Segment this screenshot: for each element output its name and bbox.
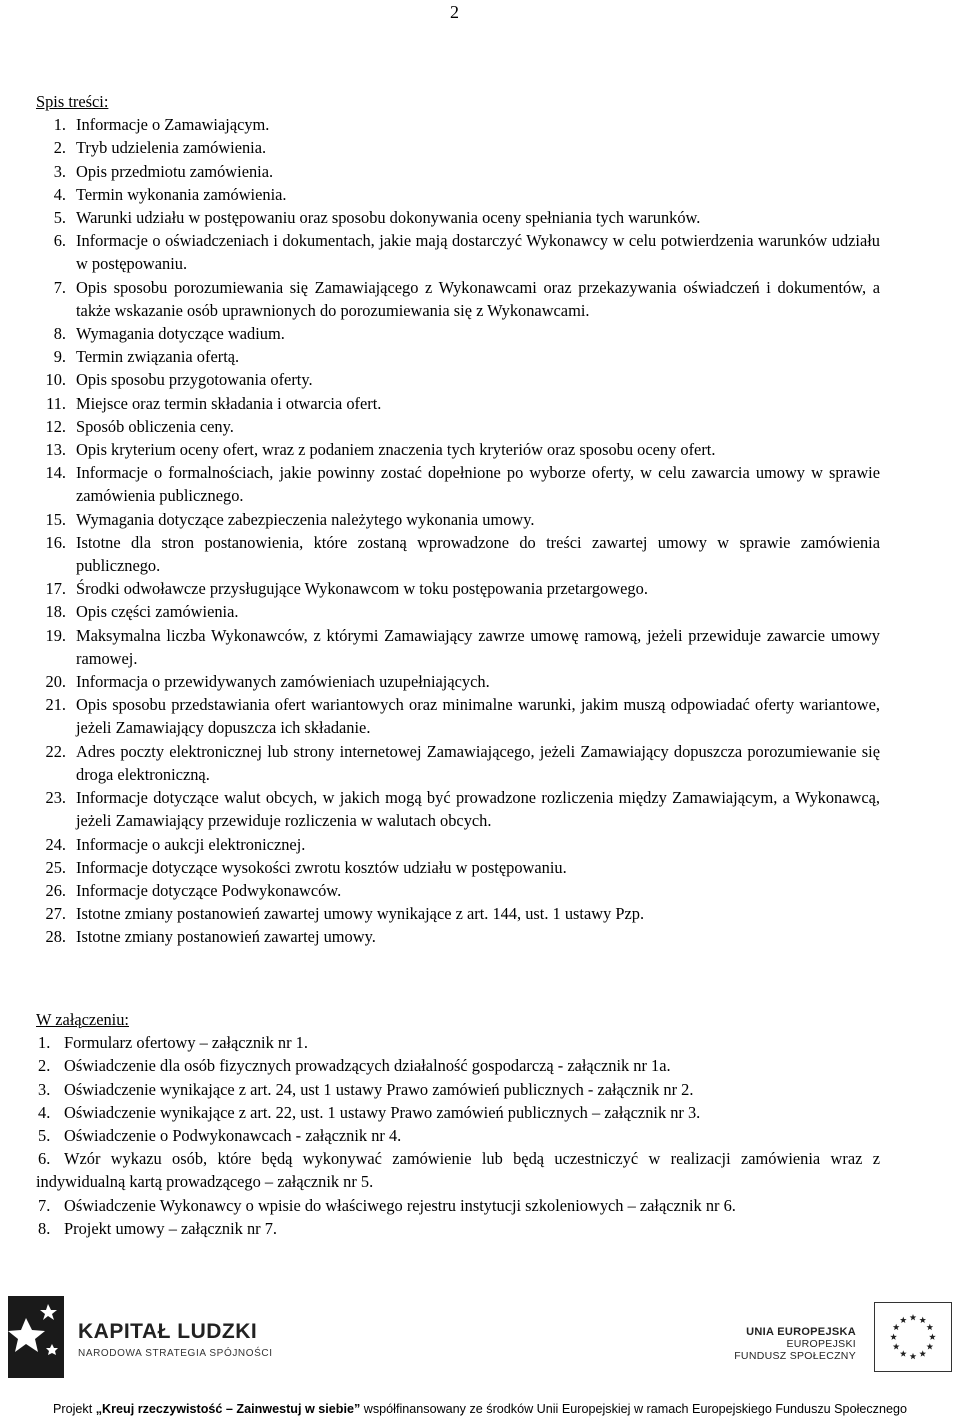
- toc-item: [36, 438, 880, 461]
- toc-item: [36, 183, 880, 206]
- attachment-item-number: 4.: [38, 1102, 51, 1122]
- attachments-list: [36, 1031, 880, 1240]
- project-footer: [0, 1402, 960, 1416]
- toc-item-number: 8.: [53, 324, 66, 344]
- toc-item: [36, 531, 880, 577]
- table-of-contents: [36, 90, 880, 949]
- toc-item-text: Informacja o przewidywanych zamówieniach uzupełniających.: [76, 672, 490, 692]
- toc-item-text: Maksymalna liczba Wykonawców, z którymi Zamawiający zawrze umowę ramową, jeżeli przewiduje zawarcie umowy ramowej.: [76, 625, 880, 668]
- toc-item-text: Informacje dotyczące walut obcych, w jakich mogą być prowadzone rozliczenia między Zamawiającym, a Wykonawcą, jeżeli Zamawiający przewiduje rozliczenia w walutach obcych.: [76, 788, 880, 831]
- toc-item: [36, 113, 880, 136]
- attachment-item-number: 3.: [38, 1079, 51, 1099]
- page-number: 2: [450, 2, 459, 22]
- toc-item-text: Opis kryterium oceny ofert, wraz z podaniem znaczenia tych kryteriów oraz sposobu oceny ofert.: [76, 440, 716, 460]
- ue-line-1: UNIA EUROPEJSKA: [746, 1326, 856, 1338]
- toc-item-number: 24.: [45, 834, 66, 854]
- toc-item-number: 1.: [53, 115, 66, 135]
- ue-text: [734, 1326, 856, 1362]
- eu-star-icon: [919, 1317, 926, 1323]
- toc-item: [36, 392, 880, 415]
- toc-item-text: Opis części zamówienia.: [76, 602, 239, 622]
- attachment-item-text: Formularz ofertowy – załącznik nr 1.: [64, 1033, 308, 1053]
- attachment-item-number: 1.: [38, 1033, 51, 1053]
- toc-item: [36, 461, 880, 507]
- toc-item-text: Istotne zmiany postanowień zawartej umowy.: [76, 927, 376, 947]
- toc-item: [36, 856, 880, 879]
- toc-item-number: 17.: [45, 579, 66, 599]
- attachment-item-text: Projekt umowy – załącznik nr 7.: [64, 1218, 278, 1238]
- toc-item: [36, 508, 880, 531]
- project-prefix: Projekt: [53, 1402, 96, 1416]
- toc-item-text: Istotne zmiany postanowień zawartej umowy wynikające z art. 144, ust. 1 ustawy Pzp.: [76, 904, 645, 924]
- eu-star-icon: [927, 1343, 934, 1349]
- toc-item: [36, 160, 880, 183]
- toc-item: [36, 276, 880, 322]
- toc-item: [36, 415, 880, 438]
- toc-item-text: Środki odwoławcze przysługujące Wykonawcom w toku postępowania przetargowego.: [76, 579, 648, 599]
- toc-item-text: Wymagania dotyczące zabezpieczenia należytego wykonania umowy.: [76, 509, 535, 529]
- attachments-heading: W załączeniu:: [36, 1010, 129, 1029]
- toc-item-text: Adres poczty elektronicznej lub strony internetowej Zamawiającego, jeżeli Zamawiający dopuszcza porozumiewanie się droga elektroniczną.: [76, 741, 880, 784]
- toc-item: [36, 624, 880, 670]
- toc-item-text: Miejsce oraz termin składania i otwarcia ofert.: [76, 393, 382, 413]
- toc-item-number: 25.: [45, 857, 66, 877]
- toc-item-number: 26.: [45, 880, 66, 900]
- toc-item-number: 14.: [45, 463, 66, 483]
- toc-item-number: 5.: [53, 208, 66, 228]
- kapital-ludzki-title: KAPITAŁ LUDZKI: [78, 1320, 258, 1343]
- toc-item: [36, 322, 880, 345]
- toc-item-text: Termin związania ofertą.: [76, 347, 240, 367]
- toc-item: [36, 693, 880, 739]
- toc-item-text: Informacje o Zamawiającym.: [76, 115, 270, 135]
- toc-item: [36, 925, 880, 948]
- eu-star-icon: [927, 1324, 934, 1330]
- toc-item-number: 20.: [45, 672, 66, 692]
- kapital-ludzki-subtitle: NARODOWA STRATEGIA SPÓJNOŚCI: [78, 1348, 273, 1359]
- toc-item-number: 23.: [45, 788, 66, 808]
- toc-item: [36, 229, 880, 275]
- toc-item: [36, 902, 880, 925]
- footer-logos: [0, 1292, 960, 1382]
- toc-item-number: 9.: [53, 347, 66, 367]
- attachment-item: [36, 1031, 880, 1054]
- attachment-item-text: Wzór wykazu osób, które będą wykonywać zamówienie lub będą uczestniczyć w realizacji zamówienia wraz z indywidualną kartą prowadzącego – załącznik nr 5.: [36, 1149, 880, 1192]
- attachment-item-text: Oświadczenie dla osób fizycznych prowadzących działalność gospodarczą - załącznik nr 1a.: [64, 1056, 671, 1076]
- toc-item-text: Informacje dotyczące Podwykonawców.: [76, 880, 342, 900]
- eu-star-icon: [900, 1317, 907, 1323]
- toc-item-text: Wymagania dotyczące wadium.: [76, 324, 285, 344]
- toc-item: [36, 206, 880, 229]
- toc-heading: Spis treści:: [36, 92, 109, 111]
- toc-item-text: Opis sposobu przedstawiania ofert wariantowych oraz minimalne warunki, jakim muszą odpowiadać oferty wariantowe, jeżeli Zamawiający dopuszcza ich składanie.: [76, 695, 880, 738]
- toc-item-text: Sposób obliczenia ceny.: [76, 416, 234, 436]
- toc-item-number: 15.: [45, 509, 66, 529]
- eu-star-icon: [893, 1343, 900, 1349]
- toc-item-number: 16.: [45, 532, 66, 552]
- toc-item-number: 10.: [45, 370, 66, 390]
- toc-item: [36, 136, 880, 159]
- toc-item-text: Istotne dla stron postanowienia, które zostaną wprowadzone do treści zawartej umowy w sprawie zamówienia publicznego.: [76, 532, 880, 576]
- toc-item: [36, 740, 880, 786]
- toc-item-number: 7.: [53, 277, 66, 297]
- toc-item-text: Informacje o formalnościach, jakie powinny zostać dopełnione po wyborze oferty, w celu zawarcia umowy w sprawie zamówienia publicznego.: [76, 463, 880, 506]
- toc-item-number: 19.: [45, 625, 66, 645]
- ue-line-3: FUNDUSZ SPOŁECZNY: [734, 1350, 856, 1362]
- attachment-item: [36, 1078, 880, 1101]
- kapital-ludzki-logo-icon: [8, 1296, 64, 1378]
- toc-item: [36, 600, 880, 623]
- toc-item: [36, 786, 880, 832]
- attachments-section: [36, 1008, 880, 1240]
- attachment-item: [36, 1147, 880, 1193]
- toc-item: [36, 879, 880, 902]
- toc-item-text: Opis przedmiotu zamówienia.: [76, 161, 274, 181]
- attachment-item: [36, 1217, 880, 1240]
- eu-star-icon: [929, 1334, 936, 1340]
- attachment-item-number: 2.: [38, 1056, 51, 1076]
- toc-list: [36, 113, 880, 948]
- toc-item-number: 3.: [53, 161, 66, 181]
- toc-item-number: 27.: [45, 904, 66, 924]
- eu-flag-icon: [874, 1302, 952, 1372]
- toc-item: [36, 577, 880, 600]
- attachment-item-text: Oświadczenie wynikające z art. 22, ust. 1 ustawy Prawo zamówień publicznych – załącznik nr 3.: [64, 1102, 701, 1122]
- toc-item-number: 11.: [46, 393, 66, 413]
- project-suffix: współfinansowany ze środków Unii Europejskiej w ramach Europejskiego Funduszu Społecznego: [360, 1402, 907, 1416]
- toc-item-number: 22.: [45, 741, 66, 761]
- ue-line-2: EUROPEJSKI: [786, 1338, 856, 1350]
- attachment-item-text: Oświadczenie Wykonawcy o wpisie do właściwego rejestru instytucji szkoleniowych – załącznik nr 6.: [64, 1195, 736, 1215]
- toc-item-number: 2.: [53, 138, 66, 158]
- attachment-item-text: Oświadczenie wynikające z art. 24, ust 1 ustawy Prawo zamówień publicznych - załącznik nr 2.: [64, 1079, 694, 1099]
- eu-star-icon: [893, 1324, 900, 1330]
- attachment-item: [36, 1054, 880, 1077]
- attachment-item-number: 8.: [38, 1218, 51, 1238]
- toc-item: [36, 670, 880, 693]
- toc-item-text: Tryb udzielenia zamówienia.: [76, 138, 267, 158]
- toc-item-number: 4.: [53, 184, 66, 204]
- toc-item-text: Opis sposobu przygotowania oferty.: [76, 370, 313, 390]
- toc-item-number: 12.: [45, 416, 66, 436]
- attachment-item-number: 5.: [38, 1126, 51, 1146]
- eu-star-icon: [910, 1314, 917, 1320]
- attachment-item-number: 6.: [38, 1149, 51, 1169]
- toc-item-number: 6.: [53, 231, 66, 251]
- toc-item: [36, 368, 880, 391]
- attachment-item-number: 7.: [38, 1195, 51, 1215]
- toc-item-text: Termin wykonania zamówienia.: [76, 184, 287, 204]
- toc-item-number: 13.: [45, 440, 66, 460]
- toc-item-number: 21.: [45, 695, 66, 715]
- toc-item-text: Informacje o aukcji elektronicznej.: [76, 834, 306, 854]
- eu-star-icon: [890, 1334, 897, 1340]
- eu-star-icon: [919, 1350, 926, 1356]
- toc-item-text: Informacje dotyczące wysokości zwrotu kosztów udziału w postępowaniu.: [76, 857, 567, 877]
- attachment-item: [36, 1101, 880, 1124]
- project-name: „Kreuj rzeczywistość – Zainwestuj w siebie”: [95, 1402, 361, 1416]
- attachment-item: [36, 1124, 880, 1147]
- toc-item-number: 28.: [45, 927, 66, 947]
- toc-item-text: Warunki udziału w postępowaniu oraz sposobu dokonywania oceny spełniania tych warunków.: [76, 208, 701, 228]
- toc-item: [36, 345, 880, 368]
- toc-item-number: 18.: [45, 602, 66, 622]
- toc-item-text: Informacje o oświadczeniach i dokumentach, jakie mają dostarczyć Wykonawcy w celu potwierdzenia warunków udziału w postępowaniu.: [76, 231, 880, 274]
- toc-item: [36, 833, 880, 856]
- attachment-item: [36, 1194, 880, 1217]
- eu-star-icon: [900, 1350, 907, 1356]
- eu-star-icon: [910, 1353, 917, 1359]
- attachment-item-text: Oświadczenie o Podwykonawcach - załącznik nr 4.: [64, 1126, 402, 1146]
- toc-item-text: Opis sposobu porozumiewania się Zamawiającego z Wykonawcami oraz przekazywania oświadczeń i dokumentów, a także wskazanie osób uprawnionych do porozumiewania się z Wykonawcami.: [76, 277, 880, 320]
